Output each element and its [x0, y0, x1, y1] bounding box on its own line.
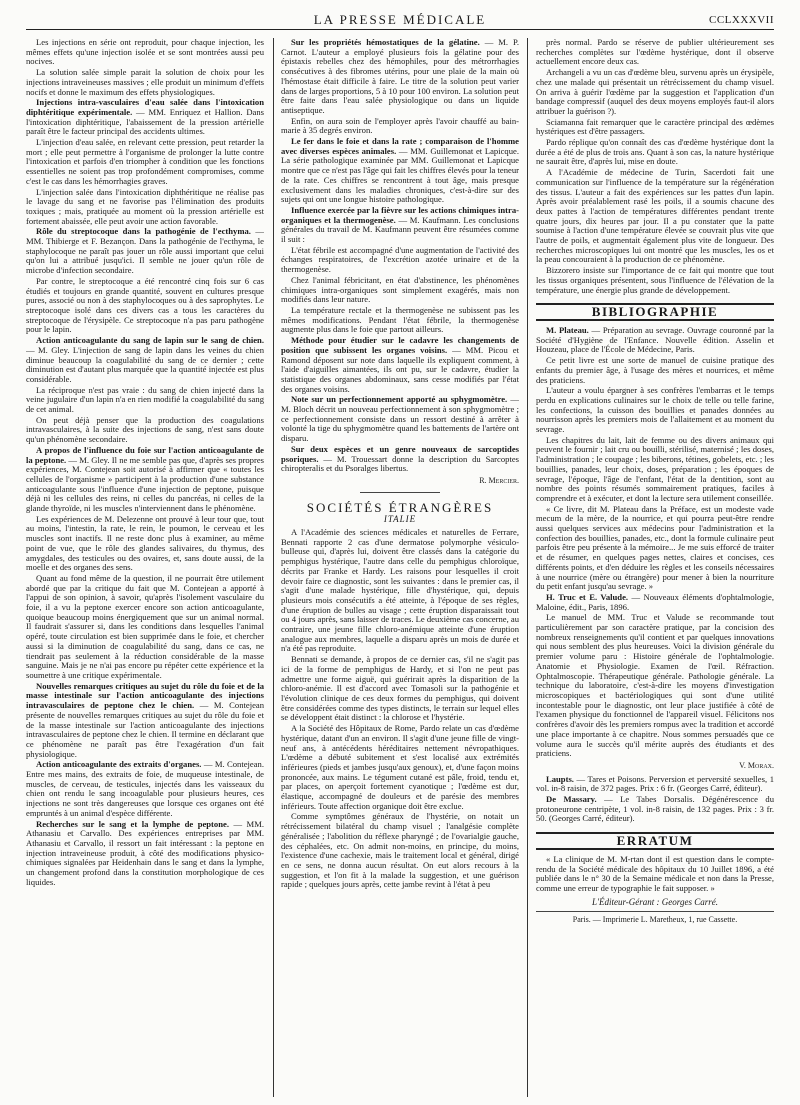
paragraph-text: Par contre, le streptocoque a été rencontré cinq fois sur 6 cas étudiés et toujours en grande quantité, souvent en cultures presque pures, associé ou non à des staphylocoques ou à des saprophytes. Le streptocoque isolé dans ces divers cas a tous les caractères du streptocoque de l'érysipèle. Ce streptocoque n'a pas paru pathogène pour le lapin. — [26, 275, 264, 335]
section-heading: BIBLIOGRAPHIE — [536, 303, 774, 321]
paragraph-text: — MM. Thibierge et F. Bezançon. Dans la pathogénie de l'ecthyma, le staphylocoque ne paraît pas jouer un rôle aussi important que celui qu'on lui a attribué jusqu'ici. Il semble ne jouer qu'un rôle de microbe d'infection secondaire. — [26, 226, 264, 276]
article-heading: Le fer dans le foie et dans la rate ; comparaison de l'homme avec diverses espèces animales. — [281, 136, 519, 156]
body-paragraph — [281, 246, 519, 275]
article-paragraph — [26, 682, 264, 760]
body-paragraph — [281, 117, 519, 136]
paragraph-text: Sciamanna fait remarquer que le caractère principal des œdèmes hystériques est d'être passagers. — [536, 116, 774, 137]
paragraph-text: Pardo réplique qu'on connaît des cas d'œdème hystérique dont la durée a été de plus de trois ans. Quant à son cas, la nature hystérique ne saurait être, d'après lui, mise en doute. — [536, 137, 774, 167]
body-paragraph — [281, 655, 519, 723]
paragraph-text: L'injection d'eau salée, en relevant cette pression, peut retarder la mort ; elle peut permettre à l'organisme de prolonger la lutte contre l'intoxication et parfois d'en triompher à condition que les fonctions essentielles ne soient pas trop profondément compromises, comme c'est le cas dans les hémorrhagies graves. — [26, 137, 264, 186]
paragraph-text: Bizzorero insiste sur l'importance de ce fait qui montre que tout les tissus organiques présentent, sous l'influence de l'élévation de la température, une énergie plus grande de développement. — [536, 265, 774, 295]
column-middle — [281, 38, 519, 1105]
column-left — [26, 38, 264, 1105]
body-paragraph — [26, 515, 264, 573]
body-paragraph — [26, 416, 264, 445]
paragraph-text: « La clinique de M. M-rtan dont il est question dans le compte-rendu de la Société médicale des hôpitaux du 10 Juillet 1896, a été publiée dans le n° 30 de la Semaine médicale et non dans la Presse, comme une erreur de typographie le fait supposer. » — [536, 853, 774, 893]
section-heading: SOCIÉTÉS ÉTRANGÈRES — [306, 499, 494, 515]
body-paragraph — [26, 188, 264, 227]
article-heading: Action anticoagulante du sang de lapin sur le sang de chien. — [36, 335, 264, 346]
body-paragraph — [536, 356, 774, 385]
article-paragraph — [26, 820, 264, 888]
body-paragraph — [536, 436, 774, 504]
article-paragraph — [281, 137, 519, 205]
paragraph-text: — Tares et Poisons. Perversion et perversité sexuelles, 1 vol. in-8 raisin, de 372 pages. Prix : 6 fr. (Georges Carré, éditeur). — [536, 773, 774, 794]
paragraph-text: « Ce livre, dit M. Plateau dans la Préface, est un modeste vade mecum de la mère, de la nourrice, et qui pourra peut-être rendre aussi quelques services aux médecins pour l'administration et la confection des bouillies, panades, etc., dont la formule culinaire peut parfois être peu présente à la mémoire... Je me suis efforcé de traiter et de résumer, en quelques pages nettes, claires et concises, ces différents points, et d'en déduire les règles et les conseils nécessaires à une nourrice (mère ou étrangère) pour mener à bien la nourriture du petit enfant jusqu'au sevrage. » — [536, 503, 774, 592]
article-paragraph — [536, 593, 774, 612]
article-heading: Injections intra-vasculaires d'eau salée dans l'intoxication diphtéritique expérimentale. — [26, 97, 264, 117]
body-paragraph — [26, 386, 264, 415]
paragraph-text: L'état fébrile est accompagné d'une augmentation de l'activité des échanges respiratoires, de l'excrétion azotée urinaire et de la thermogenèse. — [281, 244, 519, 275]
body-paragraph — [536, 118, 774, 137]
paragraph-text: La solution salée simple parait la solution de choix pour les injections intraveineuses massives ; elle produit un minimum d'effets nocifs et donne le maximum des effets physiologiques. — [26, 67, 264, 97]
body-paragraph — [281, 528, 519, 654]
article-heading: Nouvelles remarques critiques au sujet du rôle du foie et de la masse intestinale sur l'action anticoagulante des injections intravasculaires de peptone chez le chien. — [26, 680, 264, 711]
paragraph-text: — MM. Guillemonat et Lapicque. La série pathologique examinée par MM. Guillemonat et Lapicque montre que ce n'est pas l'âge qui fait les chiffres élevés pour la teneur de la rate. Ces chiffres se rencontrent à tout âge, mais presque exclusivement dans les maladies chroniques, c'est-à-dire sur des sujets qui ont une longue histoire pathologique. — [281, 145, 519, 205]
column-rule — [273, 38, 274, 1097]
article-heading: A propos de l'influence du foie sur l'action anticoagulante de la peptone. — [26, 444, 264, 465]
page-number: CCLXXXVII — [709, 14, 774, 26]
paragraph-text: On peut déjà penser que la production des coagulations intravasculaires, à la suite des injections de sang, n'est sans doute qu'un phénomène secondaire. — [26, 414, 264, 445]
body-paragraph — [26, 68, 264, 97]
paragraph-text: — M. Kaufmann. Les conclusions générales du travail de M. Kaufmann peuvent être résumées comme il suit : — [281, 214, 519, 245]
article-heading: Sur les propriétés hémostatiques de la gélatine. — [291, 38, 480, 47]
body-paragraph — [536, 505, 774, 592]
paragraph-text: Comme symptômes généraux de l'hystérie, on notait un rétrécissement bilatéral du champ visuel ; l'analgésie complète généralisée ; l'abolition du réflexe pharyngé ; de l'ovarialgie gauche, des céphalées, etc. On admit non-moins, en principe, du moins, l'existence d'une cachexie, mais le traitement local et général, dirigé en ce sens, ne donna aucun résultat. On eut alors recours à la suggestion, et l'on fit à la malade la suggestion, et une guérison rapide ; quelques jours après, cette jambe revint à l'état à peu — [281, 811, 519, 890]
article-paragraph — [26, 760, 264, 818]
body-paragraph — [536, 38, 774, 67]
paragraph-text: A la Société des Hôpitaux de Rome, Pardo relate un cas d'œdème hystérique, datant d'un an environ. Il s'agit d'une jeune fille de vingt-neuf ans, à antécédents héréditaires nettement névropathiques. L'œdème a débuté subitement et s'est localisé aux extrémités inférieures (pieds et jambes jusqu'aux genoux), et, d'une façon moins prononcée, aux mains. Le tégument cutané est pâle, froid, tendu et, par places, on aperçoit fortement cyanotique ; l'œdème est dur, élastique, accompagné de douleurs et de parésie des membres inférieurs. Toute affection organique doit être exclue. — [281, 723, 519, 811]
paragraph-text: La température rectale et la thermogenèse ne subissent pas les mêmes modifications. Pendant l'état fébrile, la thermogenèse augmente plus dans le foie que partout ailleurs. — [281, 304, 519, 335]
paragraph-text: — M. Bloch décrit un nouveau perfectionnement à son sphygmomètre ; ce perfectionnement consiste dans un ressort destiné à arrêter à volonté la tige du sphygmomètre quand les battements de l'artère ont disparu. — [281, 394, 519, 444]
paragraph-text: — MM. Athanasiu et Carvallo. Des expériences entreprises par MM. Athanasiu et Carvallo, il ressort un fait intéressant : la peptone en injection intraveineuse produit, à côté des modifications physico-chimiques signalées par Heidenhain dans le sang et dans la lymphe, un changement profond dans la constitution morphologique de ces liquides. — [26, 818, 264, 887]
article-paragraph — [281, 206, 519, 245]
article-heading: M. Plateau. — [546, 324, 589, 335]
article-heading: Sur deux espèces et un genre nouveaux de sarcoptides psoriques. — [281, 443, 519, 464]
article-paragraph — [26, 446, 264, 514]
paragraph-text: Le manuel de MM. Truc et Valude se recommande tout particulièrement par son caractère pratique, par la concision des nombreux renseignements qu'il contient et par quelques innovations qui nous semblent des plus heureuses. Voici la division générale du premier volume paru : Histoire générale de l'ophtalmologie. Anatomie et Physiologie. Examen de l'œil. Réfraction. Ophtalmoscopie. Thérapeutique générale. Pathologie générale. La technique du laboratoire, c'est-à-dire les moyens d'investigation microscopiques et bactériologiques qui sont d'une utilité incontestable pour le diagnostic, ont leur place justifiée à côté de l'examen physique du fonctionnel de l'appareil visuel. Félicitons nos confrères d'avoir dès les premiers rompus avec la tradition et accordé une place importante à ce chapitre. Nous sommes persuadés que ce volume aura le succès qu'il mérite auprès des étudiants et des praticiens. — [536, 612, 774, 759]
article-paragraph — [281, 445, 519, 474]
article-heading: Méthode pour étudier sur le cadavre les changements de position que subissent les organes voisins. — [281, 335, 519, 355]
paragraph-text: Les injections en série ont reproduit, pour chaque injection, les mêmes effets qu'une injection isolée et se sont montrées aussi peu nocives. — [26, 38, 264, 67]
article-paragraph — [281, 395, 519, 444]
body-paragraph — [536, 68, 774, 117]
paragraph-text: Archangeli a vu un cas d'œdème bleu, survenu après un érysipèle, chez une malade qui présentait un rétrécissement du champ visuel. On arriva à guérir l'œdème par la suggestion et l'application d'un bandage compressif (auquel des deux moyens employés faut-il alors attribuer la guérison ?). — [536, 67, 774, 116]
body-paragraph — [26, 38, 264, 67]
paragraph-text: La réciproque n'est pas vraie : du sang de chien injecté dans la veine jugulaire d'un lapin n'a en rien modifié la coagulabilité du sang de cet animal. — [26, 384, 264, 415]
article-paragraph — [26, 336, 264, 385]
paragraph-text: — M. Gley. L'injection de sang de lapin dans les veines du chien diminue beaucoup la coagulabilité du sang de ce dernier ; cette diminution est d'autant plus marquée que la quantité injectée est plus considérable. — [26, 344, 264, 384]
article-heading: Rôle du streptocoque dans la pathogénie de l'ecthyma. — [36, 226, 251, 237]
article-paragraph — [536, 795, 774, 824]
country-heading: ITALIE — [383, 514, 417, 525]
paragraph-text: Bennati se demande, à propos de ce dernier cas, s'il ne s'agit pas ici de la forme de pemphigus de Hardy, et si l'on ne peut pas admettre une forme aiguë, qui guérirait après la disparition de la chloro-anémie. Il est d'accord avec Tomasoli sur la pathogénie et l'évolution clinique de ces deux formes du pemphigus, qui doivent être considérées comme des types distincts, le terrain sur lequel elles se développent était distinct : la chlorose et l'hystérie. — [281, 654, 519, 723]
article-heading: Action anticoagulante des extraits d'organes. — [36, 759, 202, 770]
article-heading: Recherches sur le sang et la lymphe de peptone. — [36, 818, 229, 829]
body-paragraph — [26, 574, 264, 681]
paragraph-text: — M. Trouessart donne la description du Sarcoptes chiropteralis et du Psoralges libertus. — [281, 453, 519, 474]
body-paragraph — [26, 277, 264, 335]
paragraph-text: — MM. Enriquez et Hallion. Dans l'intoxication diphtéritique, l'abaissement de la pression artérielle paraît être le facteur principal des accidents ultimes. — [26, 106, 264, 137]
body-paragraph — [26, 138, 264, 187]
paragraph-text: Chez l'animal fébricitant, en état d'abstinence, les phénomènes chimiques intra-organiques sont simplement exagérés, mais non modifiés dans leur nature. — [281, 274, 519, 305]
article-heading: H. Truc et E. Valude. — [546, 591, 629, 602]
author-signature: V. Morax. — [739, 760, 774, 770]
paragraph-text: A l'Académie des sciences médicales et naturelles de Ferrare, Bennati rapporte 2 cas d'une dermatose polymorphe vésiculo-bulleuse qui, d'après lui, doivent être classés dans la catégorie du pemphigus hystérique, l'autre dans celle du pemphigus chloroïque, décrits par Franke et Hardy. Les raisons pour lesquelles il croit devoir faire ce diagnostic, sont les suivantes : dans le premier cas, il s'agit d'une malade hystérique, fille d'hystérique, qui, depuis plusieurs mois consécutifs a été atteinte, à l'époque de ses règles, d'une éruption de bulles au visage ; cette éruption disparaissait tout ou 4 jours après, sans laisser de traces. Le deuxième cas concerne, au contraire, une jeune fille chloro-anémique atteinte d'une éruption analogue aux membres, laquelle a disparu après un mois de durée et n'a été pas reproduite. — [281, 527, 519, 654]
author-signature: R. Mercier. — [479, 475, 519, 485]
paragraph-text: Enfin, on aura soin de l'employer après l'avoir chauffé au bain-marie à 35 degrés environ. — [281, 115, 519, 136]
paragraph-text: Les expériences de M. Delezenne ont prouvé à leur tour que, tout au moins, l'intestin, la rate, le rein, le poumon, le cerveau et les muscles sont inactifs. Il ne reste donc plus à examiner, au même point de vue, que le rôle des glandes salivaires, du thymus, des amygdales, des testicules ou des ovaires, et, sans doute aussi, de la moelle et des organes des sens. — [26, 513, 264, 573]
paragraph-text: L'injection salée dans l'intoxication diphthéritique ne réalise pas le lavage du sang et ne favorise pas l'élimination des produits toxiques ; mais, pratiquée au moment où la pression artérielle est fortement abaissée, elle peut avoir une action favorable. — [26, 186, 264, 226]
paragraph-text: — Préparation au sevrage. Ouvrage couronné par la Société d'Hygiène de l'Enfance. Nouvelle édition. Asselin et Houzeau, place de l'École de Médecine, Paris. — [536, 324, 774, 355]
column-rule — [527, 38, 528, 1097]
article-heading: Laupts. — [546, 773, 574, 784]
printer-line: Paris. — Imprimerie L. Maretheux, 1, rue Cassette. — [536, 911, 774, 925]
paragraph-text: — Nouveaux éléments d'ophtalmologie, Maloine, édit., Paris, 1896. — [536, 591, 774, 612]
paragraph-text: — M. P. Carnot. L'auteur a employé plusieurs fois la gélatine pour des épistaxis rebelles chez des hémophiles, pour des métrorrhagies consécutives à des fibromes utérins, pour une plaie de la main où l'hémostase était difficile à faire. Le titre de la solution peut varier dans de larges proportions, 5 à 10 pour 100 environ. La solution peut être faite dans l'eau salée physiologique ou dans un liquide antiseptique. — [281, 38, 519, 115]
body-paragraph — [281, 306, 519, 335]
article-heading: De Massary. — [546, 794, 597, 805]
running-head — [26, 10, 774, 30]
paragraph-text: — M. Contejean. Entre mes mains, des extraits de foie, de muqueuse intestinale, de muscles, de cerveau, de testicules, injectés dans les vaisseaux du chien ont rendu le sang incoagulable pour plusieurs heures, ces injections ne sont très dangereuses que lorsque ces organes ont été empruntés à un animal d'espèce différente. — [26, 759, 264, 818]
body-paragraph — [281, 812, 519, 890]
body-paragraph — [281, 724, 519, 811]
paragraph-text: A l'Académie de médecine de Turin, Sacerdoti fait une communication sur l'influence de la température sur la régénération des tissus. L'auteur a fait des expériences sur les pattes d'un lapin. Après avoir préalablement rasé les poils, il a soumis chacune des deux pattes à l'action de températures différentes pendant trente quatre jours, dix heures par jour. Il a pu constater que la patte soumise à l'action d'une température élevée se couvrait plus vite que l'autre de poils, et augmentait également plus vite de longueur. Des recherches microscopiques lui ont montré que les muscles, les os et la peau concouraient à la production de ce phénomène. — [536, 167, 774, 265]
body-paragraph — [536, 855, 774, 894]
journal-title: LA PRESSE MÉDICALE — [313, 12, 487, 27]
article-paragraph — [281, 336, 519, 394]
body-paragraph — [536, 386, 774, 435]
section-divider — [360, 492, 440, 493]
paragraph-text: Ce petit livre est une sorte de manuel de cuisine pratique des enfants du premier âge, à l'usage des mères et nourrices, et même des praticiens. — [536, 355, 774, 385]
paragraph-text: — M. Contejean présente de nouvelles remarques critiques au sujet du rôle du foie et de la masse intestinale sur l'action anticoagulante des injections intravasculaires de peptone chez le chien. Il termine en déclarant que ce phénomène ne paraît pas être l'exagération d'un fait physiologique. — [26, 700, 264, 759]
paragraph-text: Quant au fond même de la question, il ne pourrait être utilement abordé que par la critique du fait que M. Contejean a apporté à l'appui de son opinion, à savoir, qu'après l'isolement vasculaire du foie, il a vu la peptone exercer encore son action anticoagulante, quoique beaucoup moins énergiquement que sur un animal normal. Il faudrait s'assurer si, dans les conditions dans lesquelles l'animal opéré, toute circulation est bien supprimée dans le foie, et chercher aussi si la diminution de coagulabilité du sang, dans ce cas, ne tiendrait pas seulement à la réduction considérable de la masse sanguine. Mais je ne n'ai pas encore pu répéter cette expérience et la soumettre à une critique expérimentale. — [26, 572, 264, 680]
paragraph-text: — M. Gley. Il ne me semble pas que, d'après ses propres expériences, M. Contejean soit autorisé à affirmer que « toutes les cellules de l'organisme » participent à la production d'une substance anticoagulante sous l'influence d'une injection de peptone, puisque déjà ni les cellules des reins, ni celles du pancréas, ni celles de la glande thyroïde, ni les muscles n'interviennent dans le phénomène. — [26, 454, 264, 514]
section-heading: ERRATUM — [536, 832, 774, 850]
column-right — [536, 38, 774, 1105]
body-paragraph — [536, 168, 774, 265]
paragraph-text: L'auteur a voulu épargner à ses confrères l'embarras et le temps perdu en explications culinaires sur le choix de telle ou telle farine, les confections, la cuisson des bouillies et panades données au nourrisson après les premiers mois de l'allaitement et au moment du sevrage. — [536, 385, 774, 435]
article-heading: Note sur un perfectionnement apporté au sphygmomètre. — [291, 394, 508, 405]
article-paragraph — [536, 326, 774, 355]
body-paragraph — [536, 613, 774, 759]
article-paragraph — [281, 38, 519, 116]
article-heading: Influence exercée par la fièvre sur les actions chimiques intra-organiques et la thermogenèse. — [281, 204, 519, 225]
body-paragraph — [536, 138, 774, 167]
body-paragraph — [536, 266, 774, 295]
article-paragraph — [26, 227, 264, 276]
paragraph-text: — Le Tabes Dorsalis. Dégénérescence du protoneurone centripète, 1 vol. in-8 raisin, de 132 pages. Prix : 3 fr. 50. (Georges Carré, éditeur). — [536, 794, 774, 824]
paragraph-text: Les chapitres du lait, lait de femme ou des divers animaux qui peuvent le fournir ; lait cru ou bouilli, stérilisé, maternisé ; les doses, l'administration ; le coupage ; les biberons, tétines, gobelets, etc. ; les bouillies, panades, leur choix, doses, préparation ; les époques de sevrage, l'époque, l'âge de l'enfant, l'état de la dentition, sont au nombre des points résumés sommairement pratiques, faciles à comprendre et à exécuter, et dont la lecture sera utilement conseillée. — [536, 434, 774, 503]
editor-line: L'Éditeur-Gérant : Georges Carré. — [592, 896, 718, 907]
paragraph-text: près normal. Pardo se réserve de publier ultérieurement ses recherches complètes sur l'œdème hystérique, dont il observe actuellement encore deux cas. — [536, 38, 774, 67]
paragraph-text: — MM. Picou et Ramond déposent sur note dans laquelle ils expliquent comment, à l'aide d'aiguilles aimantées, ils ont pu, sur le cadavre, étudier la statistique des organes abdominaux, sans cesse modifiés par l'état des organes voisins. — [281, 344, 519, 394]
article-paragraph — [26, 98, 264, 137]
article-paragraph — [536, 775, 774, 794]
body-paragraph — [281, 276, 519, 305]
